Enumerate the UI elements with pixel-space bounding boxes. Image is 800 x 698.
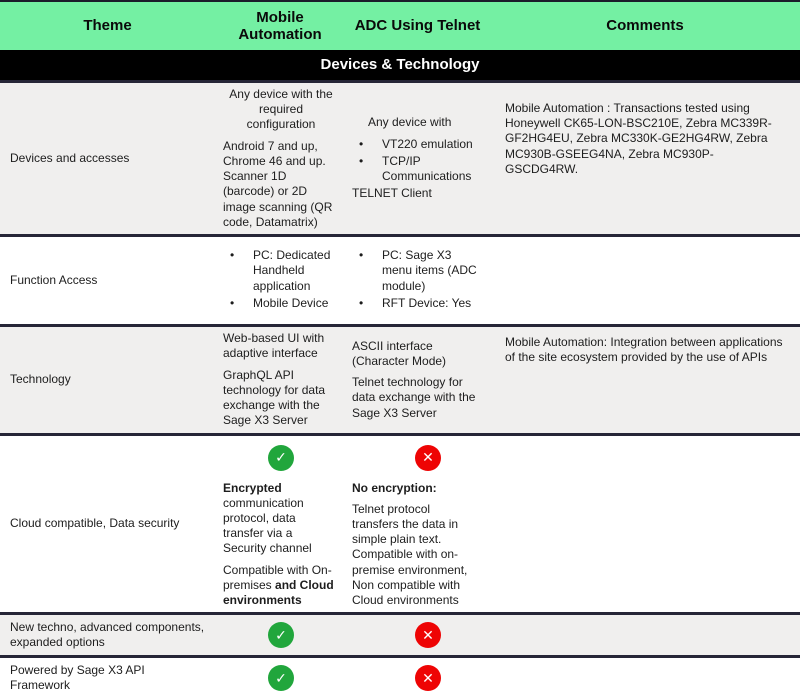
cross-icon xyxy=(415,665,441,691)
theme-label: Function Access xyxy=(10,272,98,287)
check-glyph: ✓ xyxy=(275,448,287,465)
plain-text: communication protocol, data transfer via a Security channel xyxy=(223,495,312,556)
bold-text: and Cloud environments xyxy=(223,577,334,608)
icon-wrapper xyxy=(223,665,339,691)
mobile-paragraph: Web-based UI with adaptive interface xyxy=(223,331,325,361)
cross-icon xyxy=(415,622,441,648)
adc-telnet-cell xyxy=(345,436,490,613)
icon-wrapper xyxy=(223,445,339,471)
list-item: • RFT Device: Yes xyxy=(352,296,480,311)
mobile-paragraph xyxy=(223,563,339,609)
comments-text: Mobile Automation : Transactions tested using Honeywell CK65-LON-BSC210E, Zebra MC339R-GF2HG4EU, Zebra MC330K-GE2HG4RW, Zebra MC930B-GSEEG4NA, Zebra MC930P-GSCDG4RW. xyxy=(505,101,772,176)
adc-telnet-cell xyxy=(345,83,490,234)
comments-cell xyxy=(490,327,800,432)
bold-text: Encrypted xyxy=(223,480,282,495)
cross-glyph: ✕ xyxy=(422,626,434,643)
theme-cell xyxy=(0,237,215,324)
section-title: Devices & Technology xyxy=(320,56,480,74)
adc-telnet-cell xyxy=(345,615,490,655)
icon-wrapper xyxy=(352,665,480,691)
mobile-paragraph xyxy=(223,481,339,557)
comments-cell xyxy=(490,615,800,655)
adc-body-text: Telnet protocol transfers the data in simple plain text. Compatible with on-premise environment, Non compatible with Cloud environments xyxy=(352,501,468,608)
adc-heading xyxy=(352,481,480,496)
check-icon xyxy=(268,445,294,471)
table-header-row xyxy=(0,0,800,50)
list-item: • VT220 emulation xyxy=(352,137,480,152)
theme-cell xyxy=(0,615,215,655)
comments-text: Mobile Automation: Integration between applications of the site ecosystem provided by the use of APIs xyxy=(505,335,783,365)
mobile-body-text: Android 7 and up, Chrome 46 and up. Scanner 1D (barcode) or 2D image scanning (QR code, Datamatrix) xyxy=(223,138,333,229)
column-header-adc-telnet: ADC Using Telnet xyxy=(354,17,481,35)
mobile-paragraph: GraphQL API technology for data exchange with the Sage X3 Server xyxy=(223,367,326,428)
table-row-devices-and-accesses xyxy=(0,80,800,234)
column-header-comments: Comments xyxy=(606,17,684,35)
list-item: • TCP/IP Communications xyxy=(352,154,480,184)
list-item: • PC: Sage X3 menu items (ADC module) xyxy=(352,248,480,294)
cross-glyph: ✕ xyxy=(422,448,434,465)
cross-icon xyxy=(415,445,441,471)
icon-wrapper xyxy=(352,445,480,471)
column-header-theme: Theme xyxy=(83,17,132,35)
adc-intro-text: Any device with xyxy=(368,115,452,130)
mobile-intro-text: Any device with the required configuration xyxy=(229,87,333,132)
adc-bullet-list xyxy=(352,137,480,187)
theme-cell xyxy=(0,327,215,432)
theme-label: Devices and accesses xyxy=(10,150,130,165)
column-header-mobile-automation: Mobile Automation xyxy=(238,8,322,43)
check-glyph: ✓ xyxy=(275,669,287,686)
comments-cell xyxy=(490,83,800,234)
table-row-technology xyxy=(0,324,800,432)
theme-cell xyxy=(0,436,215,613)
adc-paragraph: Telnet technology for data exchange with the Sage X3 Server xyxy=(352,375,476,420)
icon-wrapper xyxy=(352,622,480,648)
theme-cell xyxy=(0,658,215,698)
table-row-function-access xyxy=(0,234,800,324)
adc-bullet-list xyxy=(352,248,480,313)
mobile-automation-cell xyxy=(215,615,345,655)
plain-text: Compatible with On-premises xyxy=(223,562,332,592)
theme-label: Technology xyxy=(10,372,71,387)
bold-text: No encryption: xyxy=(352,480,437,495)
adc-paragraph: ASCII interface (Character Mode) xyxy=(352,338,447,368)
comments-cell xyxy=(490,237,800,324)
adc-footer-text: TELNET Client xyxy=(352,186,432,201)
list-item: • PC: Dedicated Handheld application xyxy=(223,248,339,294)
adc-telnet-cell xyxy=(345,658,490,698)
mobile-bullet-list xyxy=(223,248,339,313)
theme-label: Powered by Sage X3 API Framework xyxy=(10,663,145,693)
theme-label: Cloud compatible, Data security xyxy=(10,516,180,531)
table-row-cloud-compatible-data-security xyxy=(0,433,800,613)
section-header-devices-technology xyxy=(0,50,800,80)
comments-cell xyxy=(490,658,800,698)
mobile-automation-cell xyxy=(215,327,345,432)
check-icon xyxy=(268,665,294,691)
cross-glyph: ✕ xyxy=(422,669,434,686)
theme-label: New techno, advanced components, expanded options xyxy=(10,620,205,650)
icon-wrapper xyxy=(223,622,339,648)
adc-telnet-cell xyxy=(345,327,490,432)
theme-cell xyxy=(0,83,215,234)
adc-telnet-cell xyxy=(345,237,490,324)
mobile-automation-cell xyxy=(215,83,345,234)
check-icon xyxy=(268,622,294,648)
mobile-automation-cell xyxy=(215,436,345,613)
mobile-automation-cell xyxy=(215,237,345,324)
check-glyph: ✓ xyxy=(275,626,287,643)
table-row-powered-by-sage-x3-api-framework xyxy=(0,655,800,698)
mobile-automation-cell xyxy=(215,658,345,698)
table-row-new-techno xyxy=(0,612,800,655)
comments-cell xyxy=(490,436,800,613)
list-item: • Mobile Device xyxy=(223,296,339,311)
